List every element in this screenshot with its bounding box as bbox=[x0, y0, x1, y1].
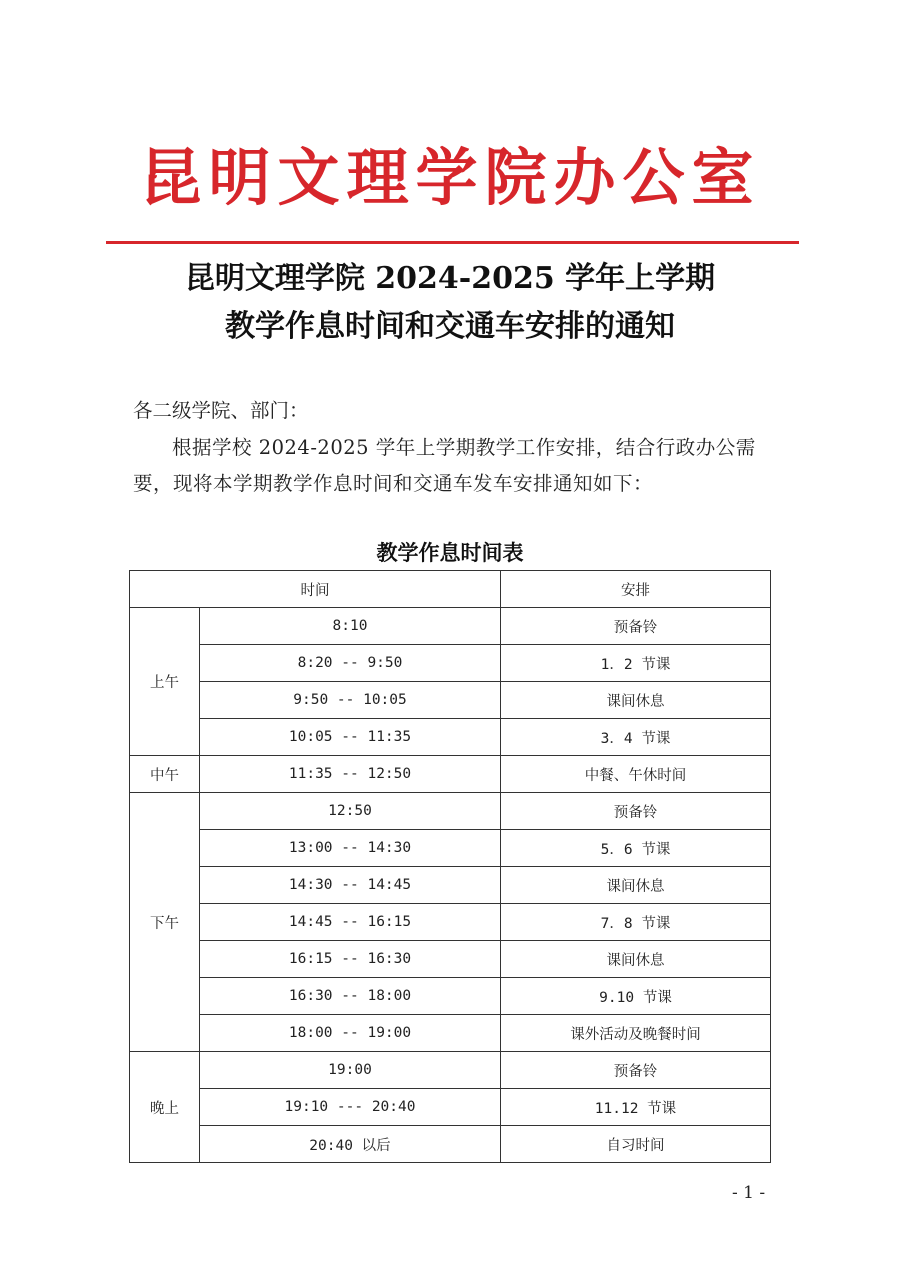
table-row bbox=[130, 941, 771, 978]
letterhead-red-line bbox=[106, 241, 799, 244]
arrangement-cell: 1．2 节课 bbox=[501, 645, 771, 682]
time-cell: 14:30 -- 14:45 bbox=[200, 867, 501, 904]
table-row bbox=[130, 1015, 771, 1052]
table-row bbox=[130, 830, 771, 867]
table-row bbox=[130, 793, 771, 830]
arrangement-cell: 课间休息 bbox=[501, 682, 771, 719]
table-title: 教学作息时间表 bbox=[376, 540, 524, 565]
arrangement-cell: 7．8 节课 bbox=[501, 904, 771, 941]
period-morning: 上午 bbox=[130, 608, 200, 756]
table-row bbox=[130, 1126, 771, 1163]
time-cell: 16:30 -- 18:00 bbox=[200, 978, 501, 1015]
salutation: 各二级学院、部门： bbox=[133, 399, 309, 422]
document-title-line1: 昆明文理学院 2024-2025 学年上学期 bbox=[184, 261, 716, 296]
document-title-line2: 教学作息时间和交通车安排的通知 bbox=[225, 309, 675, 344]
schedule-table bbox=[129, 570, 771, 1163]
time-cell: 19:10 --- 20:40 bbox=[200, 1089, 501, 1126]
letterhead-org-name: 昆明文理学院办公室 bbox=[139, 141, 761, 214]
header-arrangement: 安排 bbox=[501, 571, 771, 608]
time-cell: 12:50 bbox=[200, 793, 501, 830]
arrangement-cell: 预备铃 bbox=[501, 793, 771, 830]
arrangement-cell: 课间休息 bbox=[501, 867, 771, 904]
arrangement-cell: 预备铃 bbox=[501, 608, 771, 645]
time-cell: 18:00 -- 19:00 bbox=[200, 1015, 501, 1052]
table-row bbox=[130, 904, 771, 941]
time-cell: 14:45 -- 16:15 bbox=[200, 904, 501, 941]
time-cell: 19:00 bbox=[200, 1052, 501, 1089]
page-number: - 1 - bbox=[732, 1183, 766, 1203]
period-noon: 中午 bbox=[130, 756, 200, 793]
table-row bbox=[130, 1052, 771, 1089]
table-row bbox=[130, 756, 771, 793]
arrangement-cell: 3．4 节课 bbox=[501, 719, 771, 756]
table-row bbox=[130, 608, 771, 645]
time-cell: 8:10 bbox=[200, 608, 501, 645]
table-header-row bbox=[130, 571, 771, 608]
time-cell: 10:05 -- 11:35 bbox=[200, 719, 501, 756]
arrangement-cell: 5．6 节课 bbox=[501, 830, 771, 867]
table-row bbox=[130, 645, 771, 682]
arrangement-cell: 自习时间 bbox=[501, 1126, 771, 1163]
time-cell: 11:35 -- 12:50 bbox=[200, 756, 501, 793]
time-cell: 16:15 -- 16:30 bbox=[200, 941, 501, 978]
table-row bbox=[130, 978, 771, 1015]
time-cell: 13:00 -- 14:30 bbox=[200, 830, 501, 867]
table-row bbox=[130, 719, 771, 756]
arrangement-cell: 9.10 节课 bbox=[501, 978, 771, 1015]
body-paragraph: 根据学校 2024-2025 学年上学期教学工作安排，结合行政办公需要，现将本学期教学作息时间和交通车发车安排通知如下： bbox=[133, 436, 756, 495]
table-row bbox=[130, 867, 771, 904]
table-row bbox=[130, 682, 771, 719]
arrangement-cell: 预备铃 bbox=[501, 1052, 771, 1089]
arrangement-cell: 中餐、午休时间 bbox=[501, 756, 771, 793]
arrangement-cell: 课外活动及晚餐时间 bbox=[501, 1015, 771, 1052]
arrangement-cell: 课间休息 bbox=[501, 941, 771, 978]
time-cell: 9:50 -- 10:05 bbox=[200, 682, 501, 719]
period-evening: 晚上 bbox=[130, 1052, 200, 1163]
arrangement-cell: 11.12 节课 bbox=[501, 1089, 771, 1126]
header-time: 时间 bbox=[130, 571, 501, 608]
period-afternoon: 下午 bbox=[130, 793, 200, 1052]
time-cell: 20:40 以后 bbox=[200, 1126, 501, 1163]
table-row bbox=[130, 1089, 771, 1126]
time-cell: 8:20 -- 9:50 bbox=[200, 645, 501, 682]
